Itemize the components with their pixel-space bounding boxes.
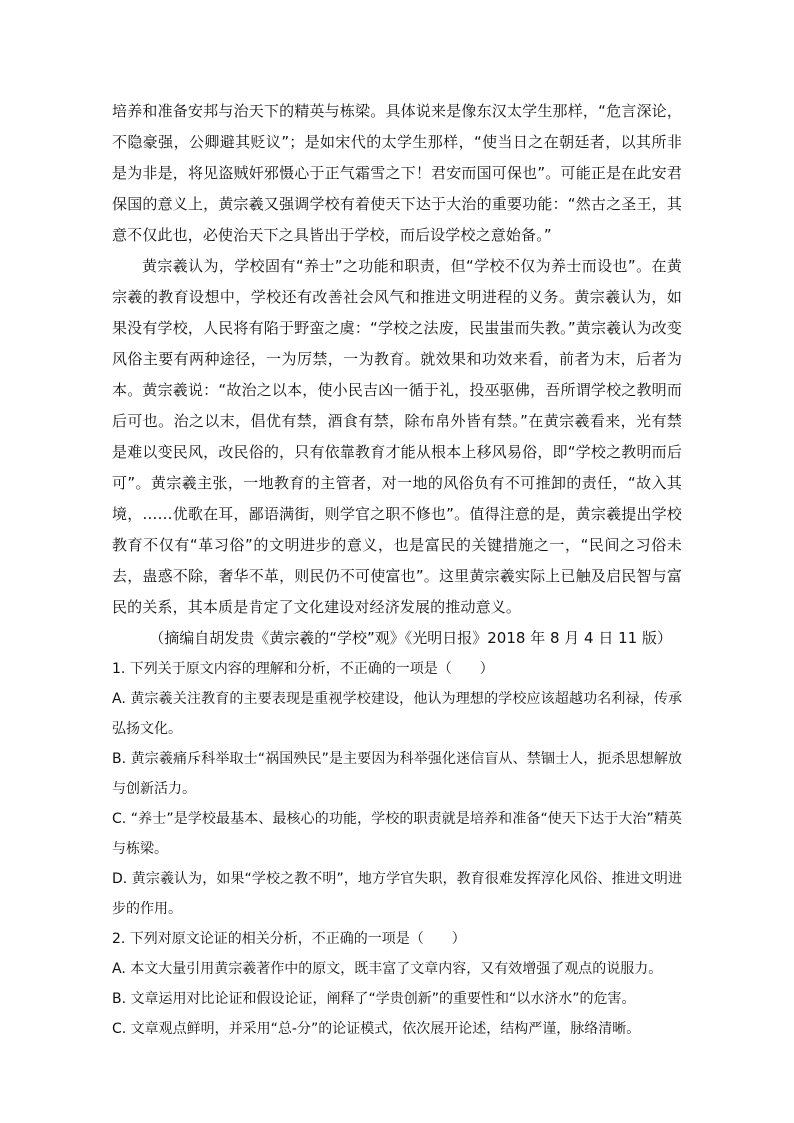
option-d: D. 黄宗羲认为，如果“学校之教不明”，地方学官失职，教育很难发挥淳化风俗、推进文明进步的作用。 <box>112 871 682 917</box>
passage-source: （摘编自胡发贵《黄宗羲的“学校”观》《光明日报》2018 年 8 月 4 日 11 版） <box>149 629 672 647</box>
question-2 <box>112 924 682 1044</box>
option-c: C. “养士”是学校最基本、最核心的功能，学校的职责就是培养和准备“使天下达于大治”精英与栋梁。 <box>112 811 682 857</box>
question-stem: 1. 下列关于原文内容的理解和分析，不正确的一项是（ ） <box>112 661 494 677</box>
option-a: A. 本文大量引用黄宗羲著作中的原文，既丰富了文章内容，又有效增强了观点的说服力。 <box>112 961 663 977</box>
passage-paragraph-1: 培养和准备安邦与治天下的精英与栋梁。具体说来是像东汉太学生那样，“危言深论，不隐豪强，公卿避其贬议”；是如宋代的太学生那样，“使当日之在朝廷者，以其所非是为非是，将见盗贼奸邪慑心于正气霜雪之下！君安而国可保也”。可能正是在此安君保国的意义上，黄宗羲又强调学校有着使天下达于大治的重要功能：“然古之圣王，其意不仅此也，必使治天下之具皆出于学校，而后设学校之意始备。” <box>112 102 682 244</box>
option-a: A. 黄宗羲关注教育的主要表现是重视学校建设，他认为理想的学校应该超越功名利禄，传承弘扬文化。 <box>112 691 682 737</box>
question-stem: 2. 下列对原文论证的相关分析，不正确的一项是（ ） <box>112 931 466 947</box>
option-b: B. 文章运用对比论证和假设论证，阐释了“学贵创新”的重要性和“以水济水”的危害。 <box>112 991 636 1007</box>
passage-paragraph-2: 黄宗羲认为，学校固有“养士”之功能和职责，但“学校不仅为养士而设也”。在黄宗羲的教育设想中，学校还有改善社会风气和推进文明进程的义务。黄宗羲认为，如果没有学校，人民将有陷于野蛮之虞：“学校之法废，民蚩蚩而失教。”黄宗羲认为改变风俗主要有两种途径，一为厉禁，一为教育。就效果和功效来看，前者为末，后者为本。黄宗羲说：“故治之以本，使小民吉凶一循于礼，投巫驱佛，吾所谓学校之教明而后可也。治之以末，倡优有禁，酒食有禁，除布帛外皆有禁。”在黄宗羲看来，光有禁是难以变民风，改民俗的，只有依靠教育才能从根本上移风易俗，即“学校之教明而后可”。黄宗羲主张，一地教育的主管者，对一地的风俗负有不可推卸的责任，“故入其境，……优歌在耳，鄙语满街，则学官之职不修也”。值得注意的是，黄宗羲提出学校教育不仅有“革习俗”的文明进步的意义，也是富民的关键措施之一，“民间之习俗未去，蛊惑不除，奢华不革，则民仍不可使富也”。这里黄宗羲实际上已触及启民智与富民的关系，其本质是肯定了文化建设对经济发展的推动意义。 <box>112 257 682 616</box>
option-b: B. 黄宗羲痛斥科举取士“祸国殃民”是主要因为科举强化迷信盲从、禁锢士人，扼杀思想解放与创新活力。 <box>112 751 682 797</box>
option-c: C. 文章观点鲜明，并采用“总-分”的论证模式，依次展开论述，结构严谨，脉络清晰。 <box>112 1021 641 1037</box>
question-1 <box>112 654 682 924</box>
